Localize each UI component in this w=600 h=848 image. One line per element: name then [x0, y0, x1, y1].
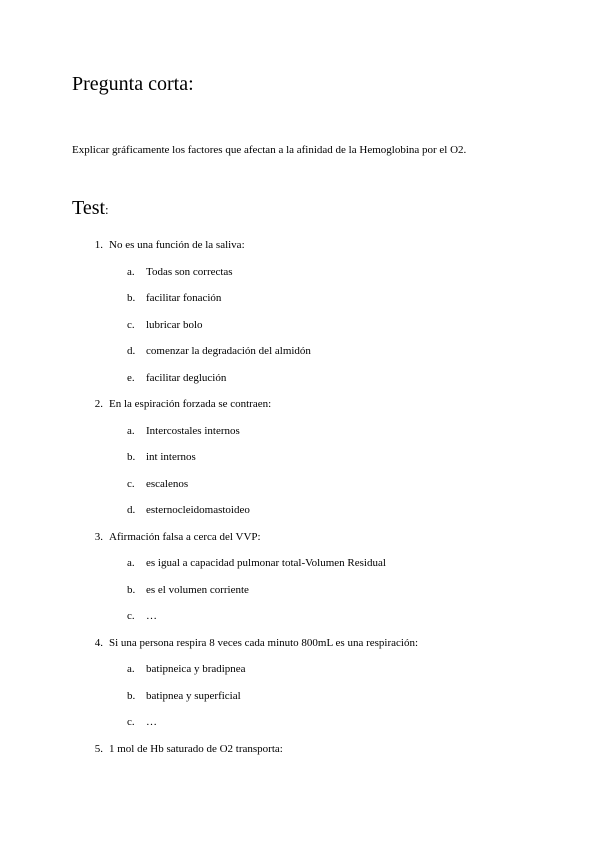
option-text: …	[146, 610, 157, 622]
option-letter: a.	[127, 424, 135, 437]
option-letter: a.	[127, 663, 135, 675]
question-text: No es una función de la saliva:	[109, 239, 245, 251]
question-number: 4.	[94, 636, 103, 649]
option-text: batipneica y bradipnea	[146, 663, 246, 675]
test-heading-text: Test	[72, 197, 106, 219]
option-text: Intercostales internos	[146, 424, 240, 437]
question-number: 1.	[94, 239, 103, 251]
option-text: es igual a capacidad pulmonar total-Volumen Residual	[146, 557, 386, 569]
option-letter: b.	[127, 292, 136, 304]
option-letter: c.	[127, 477, 135, 490]
option-letter: b.	[127, 583, 136, 596]
option-text: facilitar deglución	[146, 371, 227, 384]
short-question-prompt: Explicar gráficamente los factores que afectan a la afinidad de la Hemoglobina por el O2.	[72, 144, 467, 156]
option-letter: d.	[127, 504, 136, 516]
option-text: Todas son correctas	[146, 265, 233, 278]
question-number: 5.	[94, 742, 103, 755]
option-text: esternocleidomastoideo	[146, 504, 250, 516]
question-text: Afirmación falsa a cerca del VVP:	[109, 530, 261, 543]
option-letter: c.	[127, 318, 135, 331]
option-text: lubricar bolo	[146, 318, 203, 331]
option-text: …	[146, 716, 157, 728]
option-text: batipnea y superficial	[146, 689, 241, 702]
option-letter: b.	[127, 689, 136, 702]
option-letter: a.	[127, 557, 135, 569]
test-heading	[72, 197, 109, 220]
question-text: Si una persona respira 8 veces cada minuto 800mL es una respiración:	[109, 636, 419, 649]
option-text: comenzar la degradación del almidón	[146, 345, 311, 357]
question-number: 3.	[94, 530, 103, 543]
option-text: int internos	[146, 451, 196, 463]
option-text: escalenos	[146, 477, 189, 490]
test-heading-colon: :	[105, 202, 109, 217]
option-letter: c.	[127, 716, 135, 728]
question-text: 1 mol de Hb saturado de O2 transporta:	[109, 742, 283, 755]
option-letter: e.	[127, 371, 135, 384]
short-question-heading: Pregunta corta:	[72, 73, 194, 95]
question-text: En la espiración forzada se contraen:	[109, 398, 272, 410]
option-letter: d.	[127, 345, 136, 357]
option-text: facilitar fonación	[146, 292, 222, 304]
option-text: es el volumen corriente	[146, 583, 249, 596]
option-letter: b.	[127, 451, 136, 463]
option-letter: c.	[127, 610, 135, 622]
option-letter: a.	[127, 265, 135, 278]
question-number: 2.	[94, 398, 103, 410]
